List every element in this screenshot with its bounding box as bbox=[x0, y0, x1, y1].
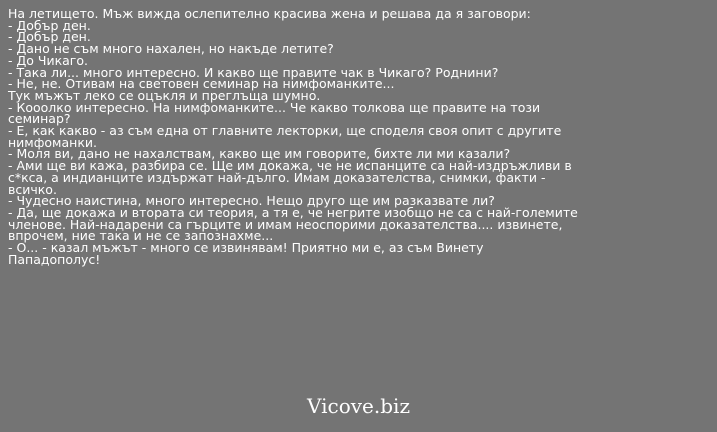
story-line: впрочем, ние така и не се запознахме... bbox=[8, 228, 274, 244]
story-line: Тук мъжът леко се оцъкля и преглъща шумно. bbox=[8, 87, 321, 103]
story-line: всичко. bbox=[8, 181, 57, 197]
story-line: - Не, не. Отивам на световен семинар на нимфоманките... bbox=[8, 76, 395, 92]
story-line: - Ами ще ви кажа, разбира се. Ще им докажа, че не испанците са най-издръжливи в bbox=[8, 158, 572, 174]
story-line: - Е, как какво - аз съм една от главните лекторки, ще споделя своя опит с другите bbox=[8, 123, 562, 139]
story-line: - Добър ден. bbox=[8, 29, 91, 45]
story-line: - Кооолко интересно. На нимфоманките... Че какво толкова ще правите на този bbox=[8, 99, 541, 115]
story-line: с*кса, а индианците издържат най-дълго. Имам доказателства, снимки, факти - bbox=[8, 169, 546, 185]
site-logo: Vicove.biz bbox=[307, 394, 410, 418]
story-line: - Така ли... много интересно. И какво ще правите чак в Чикаго? Роднини? bbox=[8, 64, 499, 80]
story-line: - Дано не съм много нахален, но накъде летите? bbox=[8, 41, 334, 57]
story-line: - Добър ден. bbox=[8, 17, 91, 33]
story-line: - Моля ви, дано не нахалствам, какво ще им говорите, бихте ли ми казали? bbox=[8, 146, 511, 162]
story-line: - Да, ще докажа и втората си теория, а тя е, че негрите изобщо не са с най-големите bbox=[8, 204, 578, 220]
story-line: Пападополус! bbox=[8, 251, 101, 267]
story-line: - Чудесно наистина, много интересно. Нещо друго ще им разказвате ли? bbox=[8, 193, 495, 209]
story-line: На летището. Мъж вижда ослепително красива жена и решава да я заговори: bbox=[8, 6, 531, 21]
story-line: - До Чикаго. bbox=[8, 52, 88, 68]
story-line: семинар? bbox=[8, 111, 71, 127]
joke-text bbox=[8, 6, 578, 267]
story-line: нимфоманки. bbox=[8, 134, 97, 150]
story-line: членове. Най-надарени са гърците и имам неоспорими доказателства.... извинете, bbox=[8, 216, 563, 232]
story-line: - О... - казал мъжът - много се извинявам! Приятно ми е, аз съм Винету bbox=[8, 240, 484, 256]
